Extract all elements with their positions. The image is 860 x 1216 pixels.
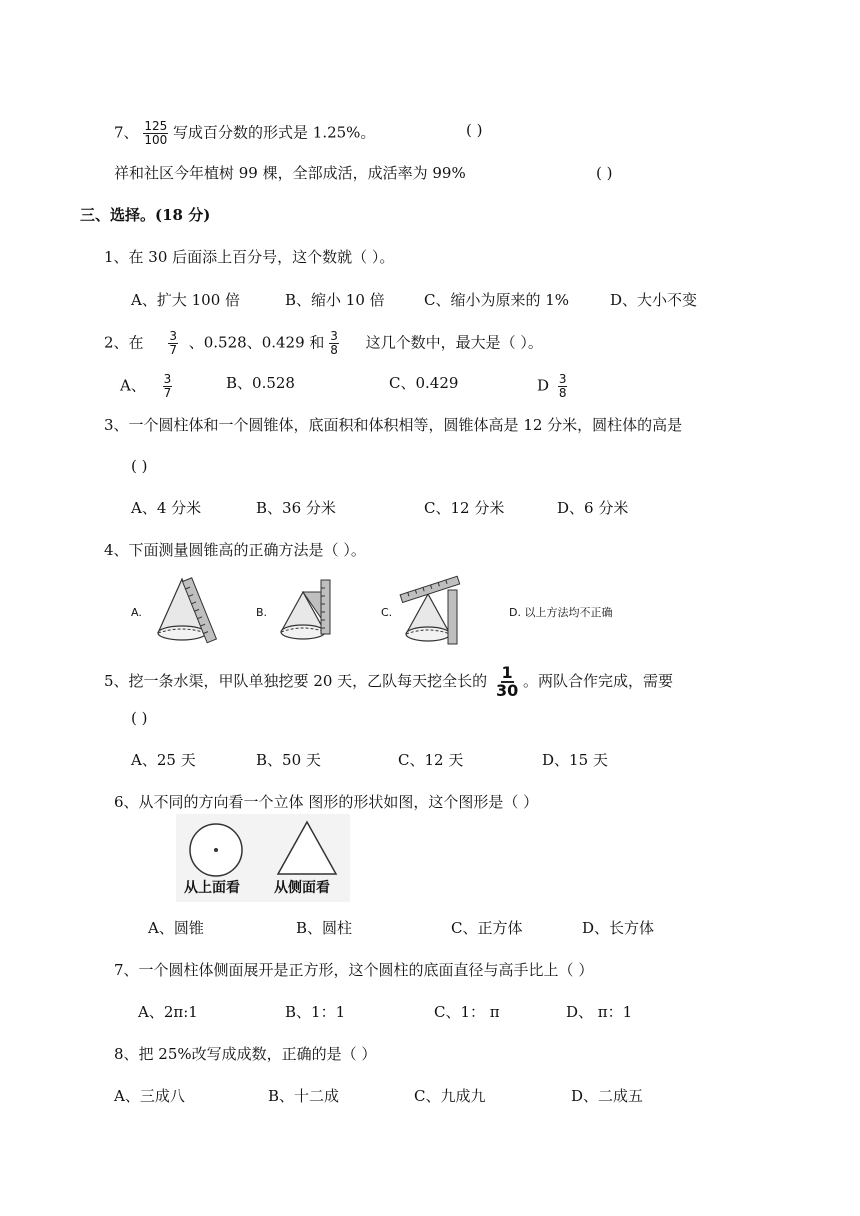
choice-q3-stem: 3、一个圆柱体和一个圆锥体，底面积和体积相等，圆锥体高是 12 分米，圆柱体的高是 [104, 416, 683, 434]
fraction-numerator: 3 [169, 329, 177, 343]
fraction-denominator: 7 [163, 386, 172, 400]
option-letter: D [537, 376, 550, 395]
choice-q7-option-a[interactable]: A、2π:1 [138, 1003, 198, 1021]
choice-q3-answer-paren[interactable]: ( ) [131, 457, 148, 475]
stem-part: 。两队合作完成，需要 [523, 672, 674, 690]
fraction-3-7 [163, 373, 173, 400]
top-view-circle-icon [186, 820, 246, 880]
choice-q5-option-d[interactable]: D、15 天 [542, 751, 608, 769]
option-letter: A、 [120, 376, 146, 395]
choice-q5-option-b[interactable]: B、50 天 [256, 751, 321, 769]
side-view-triangle-icon [274, 818, 340, 878]
fraction-numerator: 125 [144, 119, 168, 133]
fraction-numerator: 3 [558, 372, 567, 386]
choice-q4-option-c[interactable]: C. [381, 606, 393, 619]
fraction-denominator: 30 [495, 681, 519, 700]
choice-q1-option-c[interactable]: C、缩小为原来的 1% [424, 291, 570, 309]
question-number: 7、 [114, 123, 139, 142]
choice-q2-option-d[interactable] [537, 373, 567, 400]
choice-q8-option-a[interactable]: A、三成八 [114, 1087, 185, 1105]
choice-q7-option-c[interactable]: C、1： π [434, 1003, 500, 1021]
choice-q4-option-a[interactable]: A. [131, 606, 142, 619]
choice-q6-option-a[interactable]: A、圆锥 [148, 919, 204, 937]
stem-part: 2、在 [104, 333, 144, 352]
choice-q1-option-a[interactable]: A、扩大 100 倍 [131, 291, 240, 309]
choice-q6-stem: 6、从不同的方向看一个立体 图形的形状如图，这个图形是（ ） [114, 793, 539, 811]
fraction-numerator: 1 [501, 663, 513, 682]
cone-ruler-figure-b [275, 578, 337, 644]
choice-q6-option-b[interactable]: B、圆柱 [296, 919, 353, 937]
choice-q5-option-c[interactable]: C、12 天 [398, 751, 464, 769]
fraction-3-8 [558, 373, 568, 400]
choice-q1-option-d[interactable]: D、大小不变 [610, 291, 698, 309]
fraction-denominator: 8 [558, 386, 567, 400]
judge-q7-answer-paren[interactable]: ( ) [466, 121, 483, 139]
fraction-3-8 [329, 330, 339, 357]
fraction-1-30 [496, 665, 518, 699]
choice-q1-option-b[interactable]: B、缩小 10 倍 [285, 291, 385, 309]
stem-part: 这几个数中，最大是（ ）。 [365, 333, 543, 352]
fraction-numerator: 3 [330, 329, 338, 343]
choice-q6-option-c[interactable]: C、正方体 [451, 919, 523, 937]
fraction-numerator: 3 [163, 372, 172, 386]
choice-q1-stem: 1、在 30 后面添上百分号，这个数就（ ）。 [104, 248, 395, 266]
cone-ruler-figure-c [398, 574, 462, 646]
choice-q8-option-d[interactable]: D、二成五 [571, 1087, 644, 1105]
fraction-denominator: 7 [169, 343, 177, 357]
fraction-denominator: 100 [144, 133, 168, 147]
fraction-denominator: 8 [330, 343, 338, 357]
choice-q3-option-a[interactable]: A、4 分米 [131, 499, 202, 517]
choice-q5-answer-paren[interactable]: ( ) [131, 709, 148, 727]
choice-q8-option-b[interactable]: B、十二成 [268, 1087, 340, 1105]
choice-q7-option-b[interactable]: B、1：1 [285, 1003, 346, 1021]
choice-q2-option-c[interactable]: C、0.429 [389, 374, 459, 392]
choice-q3-option-c[interactable]: C、12 分米 [424, 499, 505, 517]
judge-q8: 祥和社区今年植树 99 棵，全部成活，成活率为 99% [114, 164, 466, 182]
choice-q7-stem: 7、一个圆柱体侧面展开是正方形，这个圆柱的底面直径与高手比上（ ） [114, 961, 594, 979]
choice-q2-option-a[interactable] [120, 373, 172, 400]
fraction-3-7 [168, 330, 178, 357]
choice-q7-option-d[interactable]: D、 π：1 [566, 1003, 633, 1021]
choice-q2-option-b[interactable]: B、0.528 [226, 374, 295, 392]
choice-q4-stem: 4、下面测量圆锥高的正确方法是（ ）。 [104, 541, 366, 559]
top-view-label: 从上面看 [184, 880, 240, 896]
side-view-label: 从侧面看 [274, 880, 330, 896]
choice-q6-option-d[interactable]: D、长方体 [582, 919, 655, 937]
choice-q4-option-d[interactable]: D. 以上方法均不正确 [509, 606, 613, 619]
choice-q3-option-b[interactable]: B、36 分米 [256, 499, 336, 517]
choice-q8-option-c[interactable]: C、九成九 [414, 1087, 486, 1105]
judge-q8-answer-paren[interactable]: ( ) [596, 164, 613, 182]
question-text: 写成百分数的形式是 1.25%。 [173, 123, 376, 142]
choice-q8-stem: 8、把 25%改写成成数，正确的是（ ） [114, 1045, 377, 1063]
choice-q5-option-a[interactable]: A、25 天 [131, 751, 196, 769]
stem-part: 、0.528、0.429 和 [188, 333, 325, 352]
judge-q7 [114, 120, 375, 147]
cone-ruler-figure-a [150, 575, 222, 645]
choice-q4-option-b[interactable]: B. [256, 606, 268, 619]
choice-q3-option-d[interactable]: D、6 分米 [557, 499, 629, 517]
fraction-125-100 [143, 120, 168, 147]
section-title: 三、选择。(18 分) [80, 206, 211, 224]
choice-q5-stem [104, 665, 673, 699]
choice-q2-stem [104, 330, 543, 357]
stem-part: 5、挖一条水渠，甲队单独挖要 20 天，乙队每天挖全长的 [104, 672, 488, 690]
